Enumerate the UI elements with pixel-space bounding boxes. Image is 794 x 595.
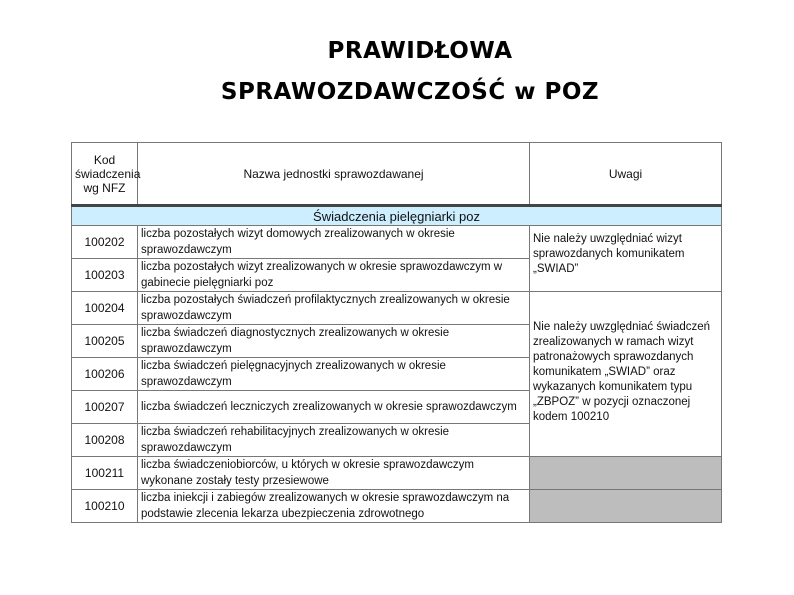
section-title: Świadczenia pielęgniarki poz	[72, 206, 722, 226]
row-code: 100207	[72, 391, 138, 424]
reporting-table	[71, 142, 722, 523]
header-row	[72, 143, 722, 206]
row-code: 100202	[72, 226, 138, 259]
page-title-line1: PRAWIDŁOWA	[327, 38, 513, 64]
row-desc: liczba świadczeń rehabilitacyjnych zrealizowanych w okresie sprawozdawczym	[138, 424, 530, 457]
row-desc: liczba świadczeń leczniczych zrealizowanych w okresie sprawozdawczym	[138, 391, 530, 424]
table-row	[72, 226, 722, 259]
row-code: 100206	[72, 358, 138, 391]
row-code: 100205	[72, 325, 138, 358]
row-code: 100204	[72, 292, 138, 325]
row-desc: liczba iniekcji i zabiegów zrealizowanych w okresie sprawozdawczym na podstawie zlecenia lekarza ubezpieczenia zdrowotnego	[138, 490, 530, 523]
row-desc: liczba świadczeniobiorców, u których w okresie sprawozdawczym wykonane zostały testy przesiewowe	[138, 457, 530, 490]
note-cell-2: Nie należy uwzględniać świadczeń zrealizowanych w ramach wizyt patronażowych sprawozdanych komunikatem „SWIAD” oraz wykazanych komunikatem typu „ZBPOZ” w pozycji oznaczonej kodem 100210	[530, 292, 722, 457]
note-cell-1: Nie należy uwzględniać wizyt sprawozdanych komunikatem „SWIAD”	[530, 226, 722, 292]
row-desc: liczba pozostałych wizyt zrealizowanych w okresie sprawozdawczym w gabinecie pielęgniarki poz	[138, 259, 530, 292]
table-row	[72, 292, 722, 325]
row-code: 100211	[72, 457, 138, 490]
empty-note-cell	[530, 457, 722, 490]
row-code: 100210	[72, 490, 138, 523]
row-desc: liczba świadczeń diagnostycznych zrealizowanych w okresie sprawozdawczym	[138, 325, 530, 358]
header-notes: Uwagi	[530, 143, 722, 206]
row-desc: liczba świadczeń pielęgnacyjnych zrealizowanych w okresie sprawozdawczym	[138, 358, 530, 391]
row-desc: liczba pozostałych wizyt domowych zrealizowanych w okresie sprawozdawczym	[138, 226, 530, 259]
row-desc: liczba pozostałych świadczeń profilaktycznych zrealizowanych w okresie sprawozdawczym	[138, 292, 530, 325]
table-row	[72, 490, 722, 523]
section-row	[72, 206, 722, 226]
empty-note-cell	[530, 490, 722, 523]
table-row	[72, 457, 722, 490]
row-code: 100208	[72, 424, 138, 457]
row-code: 100203	[72, 259, 138, 292]
header-name: Nazwa jednostki sprawozdawanej	[138, 143, 530, 206]
header-code: Kod świadczenia wg NFZ	[72, 143, 138, 206]
page-title-line2: SPRAWOZDAWCZOŚĆ w POZ	[220, 79, 600, 105]
